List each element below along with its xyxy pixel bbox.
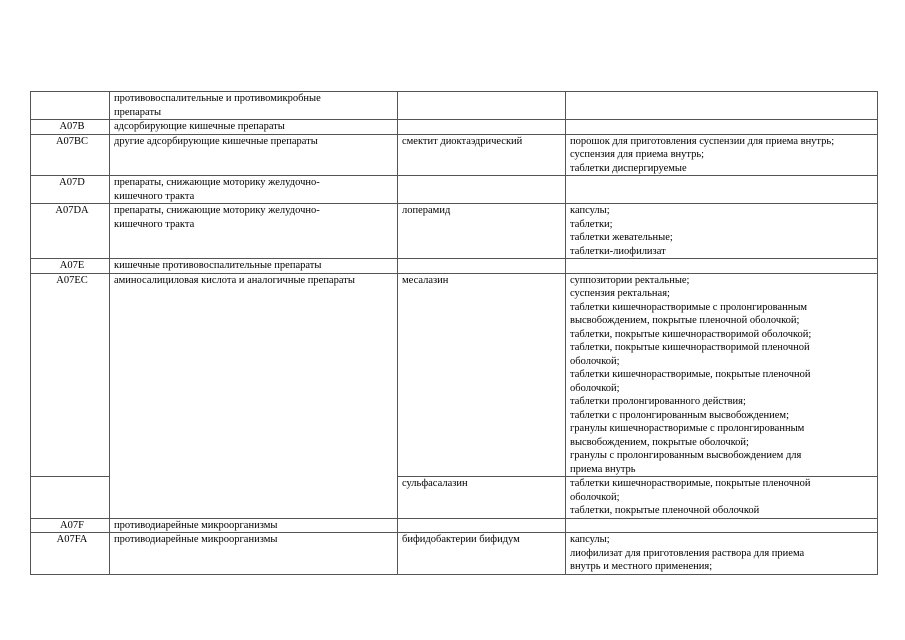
substance-cell: лоперамид [398,204,566,259]
form-line: лиофилизат для приготовления раствора для приема [570,547,805,559]
substance-cell: смектит диоктаэдрический [398,134,566,176]
substance-cell [398,259,566,274]
table-row [31,533,878,575]
form-line: порошок для приготовления суспензии для приема внутрь; [570,135,835,147]
substance-cell: сульфасалазин [398,477,566,519]
form-line: таблетки кишечнорастворимые с пролонгированным [570,301,808,313]
form-line: гранулы с пролонгированным высвобождением для [570,450,802,461]
substance-cell: бифидобактерии бифидум [398,533,566,575]
form-line: оболочкой; [570,355,620,367]
table-row [31,259,878,274]
atc-code-cell: A07DA [31,204,110,259]
forms-cell [566,273,878,477]
forms-cell [566,204,878,259]
atc-code-cell [31,92,110,120]
forms-cell [566,134,878,176]
form-line: высвобождением, покрытые пленочной оболочкой; [570,315,800,326]
group-cell: аминосалициловая кислота и аналогичные препараты [110,273,398,518]
form-line: капсулы; [570,205,610,216]
group-cell: противодиарейные микроорганизмы [110,533,398,575]
form-line: таблетки с пролонгированным высвобождением; [570,409,789,421]
form-line: таблетки; [570,218,613,230]
forms-cell [566,518,878,533]
table-row [31,92,878,120]
form-line: оболочкой; [570,382,620,394]
form-line: таблетки диспергируемые [570,162,687,174]
form-line: гранулы кишечнорастворимые с пролонгированным [570,423,805,434]
table-row [31,176,878,204]
form-line: высвобождением, покрытые оболочкой; [570,436,749,448]
group-cell: препараты, снижающие моторику желудочно- кишечного тракта [110,176,398,204]
form-line: внутрь и местного применения; [570,561,713,572]
form-line: суппозитории ректальные; [570,274,690,286]
group-cell: кишечные противовоспалительные препараты [110,259,398,274]
forms-cell [566,92,878,120]
form-line: таблетки кишечнорастворимые, покрытые пленочной [570,478,811,489]
drug-classification-table [30,91,878,575]
form-line: таблетки, покрытые кишечнорастворимой оболочкой; [570,328,812,340]
form-line: таблетки-лиофилизат [570,245,666,257]
form-line: суспензия для приема внутрь; [570,149,705,160]
form-line: суспензия ректальная; [570,288,670,299]
substance-cell [398,92,566,120]
table-row [31,120,878,135]
substance-cell: месалазин [398,273,566,477]
forms-cell [566,120,878,135]
form-line: таблетки, покрытые пленочной оболочкой [570,505,760,516]
atc-code-cell: A07B [31,120,110,135]
atc-code-cell: A07E [31,259,110,274]
group-cell: препараты, снижающие моторику желудочно- кишечного тракта [110,204,398,259]
form-line: таблетки кишечнорастворимые, покрытые пленочной [570,369,811,380]
atc-code-cell: A07F [31,518,110,533]
table-row [31,134,878,176]
atc-code-cell: A07EC [31,273,110,477]
form-line: таблетки пролонгированного действия; [570,396,746,407]
table-row [31,204,878,259]
forms-cell [566,477,878,519]
atc-code-cell: A07FA [31,533,110,575]
substance-cell [398,120,566,135]
group-cell: противовоспалительные и противомикробные препараты [110,92,398,120]
form-line: капсулы; [570,534,610,545]
group-cell: противодиарейные микроорганизмы [110,518,398,533]
form-line: оболочкой; [570,491,620,503]
atc-code-cell: A07D [31,176,110,204]
forms-cell [566,533,878,575]
form-line: таблетки, покрытые кишечнорастворимой пленочной [570,342,810,353]
substance-cell [398,518,566,533]
forms-cell [566,259,878,274]
form-line: приема внутрь [570,463,636,475]
form-line: таблетки жевательные; [570,232,673,243]
group-cell: другие адсорбирующие кишечные препараты [110,134,398,176]
table-row [31,518,878,533]
atc-code-cell [31,477,110,519]
table-row [31,273,878,477]
forms-cell [566,176,878,204]
atc-code-cell: A07BC [31,134,110,176]
substance-cell [398,176,566,204]
group-cell: адсорбирующие кишечные препараты [110,120,398,135]
